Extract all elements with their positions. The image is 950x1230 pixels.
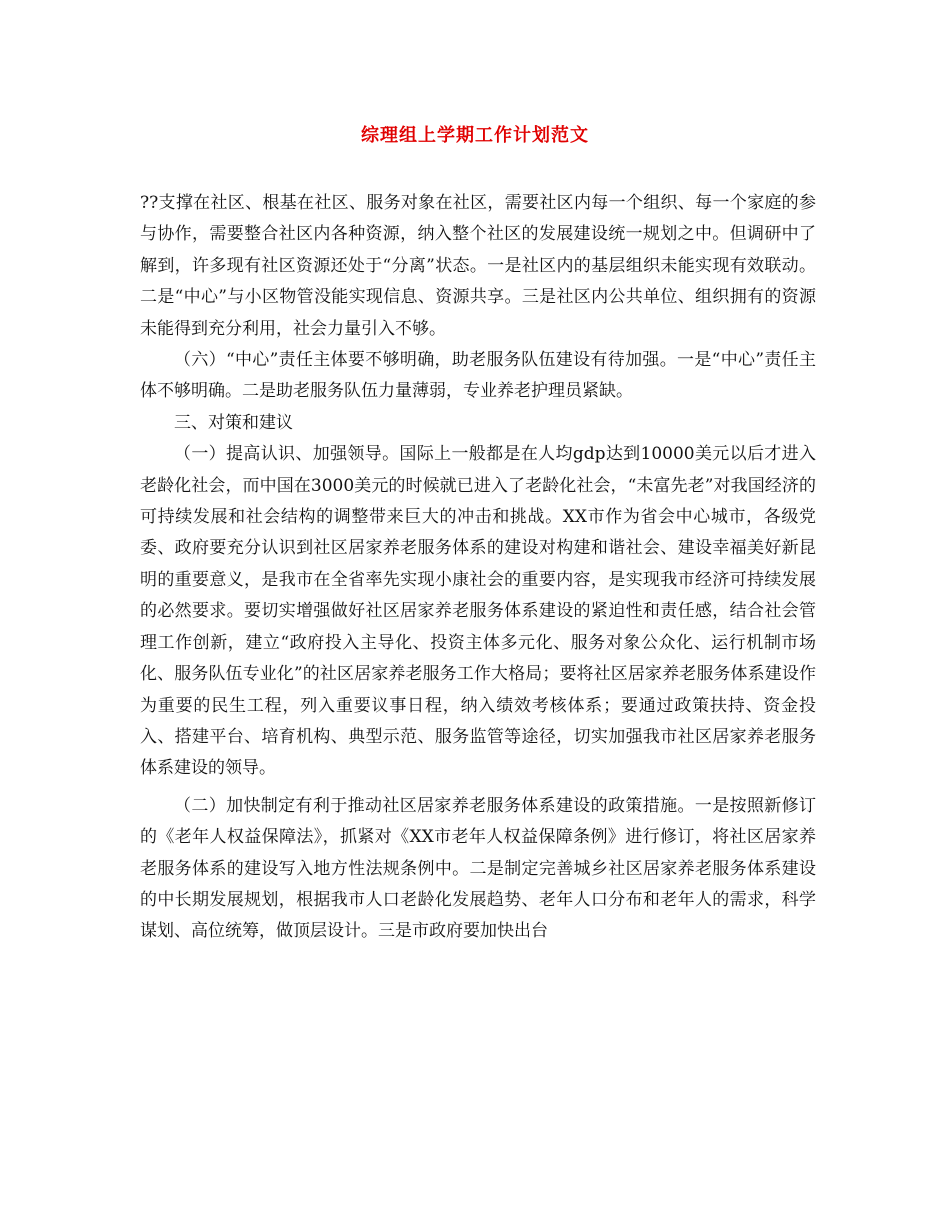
document-body — [140, 188, 816, 948]
section-heading-countermeasures: 三、对策和建议 — [174, 412, 293, 433]
document-title: 综理组上学期工作计划范文 — [361, 125, 589, 146]
paragraph-item-two: （二）加快制定有利于推动社区居家养老服务体系建设的政策措施。一是按照新修订的《老年人权益保障法》，抓紧对《XX市老年人权益保障条例》进行修订，将社区居家养老服务体系的建设写入地方性法规条例中。二是制定完善城乡社区居家养老服务体系建设的中长期发展规划，根据我市人口老龄化发展趋势、老年人口分布和老年人的需求，科学谋划、高位统筹，做顶层设计。三是市政府要加快出台 — [140, 795, 816, 942]
paragraph-item-one: （一）提高认识、加强领导。国际上一般都是在人均gdp达到10000美元以后才进入老龄化社会，而中国在3000美元的时候就已进入了老龄化社会，“未富先老”对我国经济的可持续发展和社会结构的调整带来巨大的冲击和挑战。XX市作为省会中心城市，各级党委、政府要充分认识到社区居家养老服务体系的建设对构建和谐社会、建设幸福美好新昆明的重要意义，是我市在全省率先实现小康社会的重要内容，是实现我市经济可持续发展的必然要求。要切实增强做好社区居家养老服务体系建设的紧迫性和责任感，结合社会管理工作创新，建立“政府投入主导化、投资主体多元化、服务对象公众化、运行机制市场化、服务队伍专业化”的社区居家养老服务工作大格局；要将社区居家养老服务体系建设作为重要的民生工程，列入重要议事日程，纳入绩效考核体系；要通过政策扶持、资金投入、搭建平台、培育机构、典型示范、服务监管等途径，切实加强我市社区居家养老服务体系建设的领导。 — [140, 444, 816, 779]
paragraph-item-six: （六）“中心”责任主体要不够明确，助老服务队伍建设有待加强。一是“中心”责任主体不够明确。二是助老服务队伍力量薄弱，专业养老护理员紧缺。 — [140, 350, 816, 402]
paragraph-community-resources: ??支撑在社区、根基在社区、服务对象在社区，需要社区内每一个组织、每一个家庭的参与协作，需要整合社区内各种资源，纳入整个社区的发展建设统一规划之中。但调研中了解到，许多现有社区资源还处于“分离”状态。一是社区内的基层组织未能实现有效联动。二是“中心”与小区物管没能实现信息、资源共享。三是社区内公共单位、组织拥有的资源未能得到充分利用，社会力量引入不够。 — [140, 193, 816, 339]
